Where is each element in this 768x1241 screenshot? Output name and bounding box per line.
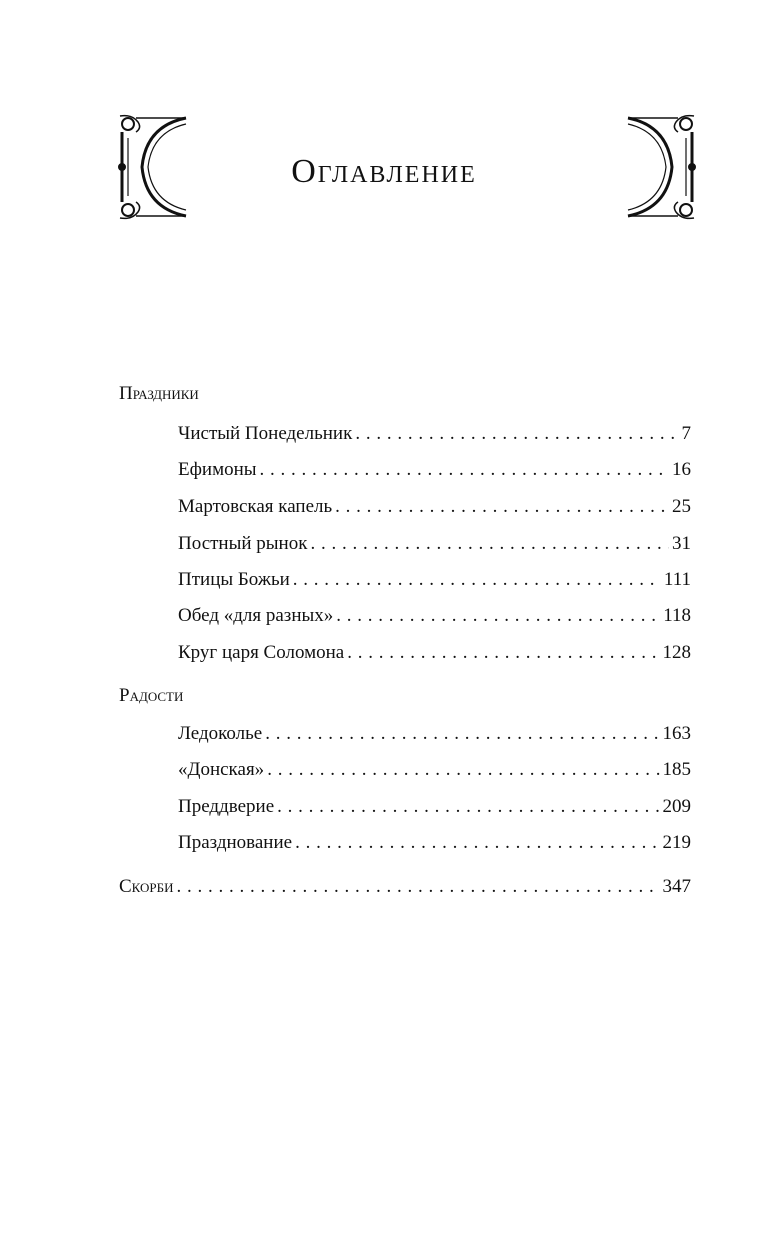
toc-entry-label: Круг царя Соломона xyxy=(178,642,345,663)
leader-dots xyxy=(355,422,678,446)
toc-entry-page: 347 xyxy=(662,876,691,897)
leader-dots xyxy=(265,722,659,746)
toc-entry-label: Скорби xyxy=(119,876,174,897)
toc-entry-label: Преддверие xyxy=(178,796,275,817)
toc-entry-label: «Донская» xyxy=(178,759,265,780)
toc-entry-label: Птицы Божьи xyxy=(178,569,290,590)
toc-entry-label: Постный рынок xyxy=(178,533,308,554)
toc-entry-page: 7 xyxy=(681,423,691,444)
toc-entry-page: 31 xyxy=(672,533,691,554)
toc-entry-label: Обед «для разных» xyxy=(178,605,334,626)
toc-entry-page: 219 xyxy=(662,832,691,853)
toc-entry-label: Мартовская капель xyxy=(178,496,333,517)
leader-dots xyxy=(336,604,660,628)
leader-dots xyxy=(260,458,669,482)
leader-dots xyxy=(177,875,660,899)
toc-entry-page: 111 xyxy=(663,569,691,590)
leader-dots xyxy=(335,495,669,519)
toc-entry-page: 209 xyxy=(662,796,691,817)
toc-entry[interactable] xyxy=(119,875,691,899)
toc-entry[interactable] xyxy=(178,758,691,782)
toc-entry-label: Празднование xyxy=(178,832,293,853)
toc-entry[interactable] xyxy=(178,458,691,482)
toc-entry-page: 25 xyxy=(672,496,691,517)
toc-entry-page: 185 xyxy=(662,759,691,780)
toc-entry[interactable] xyxy=(178,422,691,446)
toc-entry[interactable] xyxy=(178,831,691,855)
section-title: Радости xyxy=(119,685,184,706)
toc-entry[interactable] xyxy=(178,722,691,746)
toc-entry-page: 163 xyxy=(662,723,691,744)
toc-entry[interactable] xyxy=(178,532,691,556)
toc-entry-label: Чистый Понедельник xyxy=(178,423,353,444)
leader-dots xyxy=(293,568,661,592)
leader-dots xyxy=(295,831,659,855)
leader-dots xyxy=(277,795,659,819)
toc-entry-label: Ледоколье xyxy=(178,723,263,744)
toc-entry[interactable] xyxy=(178,604,691,628)
leader-dots xyxy=(267,758,659,782)
toc-entry[interactable] xyxy=(178,495,691,519)
toc-entry-page: 128 xyxy=(662,642,691,663)
toc-entry[interactable] xyxy=(178,795,691,819)
toc-entry-page: 118 xyxy=(663,605,691,626)
leader-dots xyxy=(347,641,659,665)
page-title: Оглавление xyxy=(291,153,477,190)
leader-dots xyxy=(310,532,669,556)
toc-entry[interactable] xyxy=(178,641,691,665)
toc-entry-label: Ефимоны xyxy=(178,459,257,480)
toc-entry-page: 16 xyxy=(672,459,691,480)
toc-entry[interactable] xyxy=(178,568,691,592)
section-title: Праздники xyxy=(119,383,199,404)
